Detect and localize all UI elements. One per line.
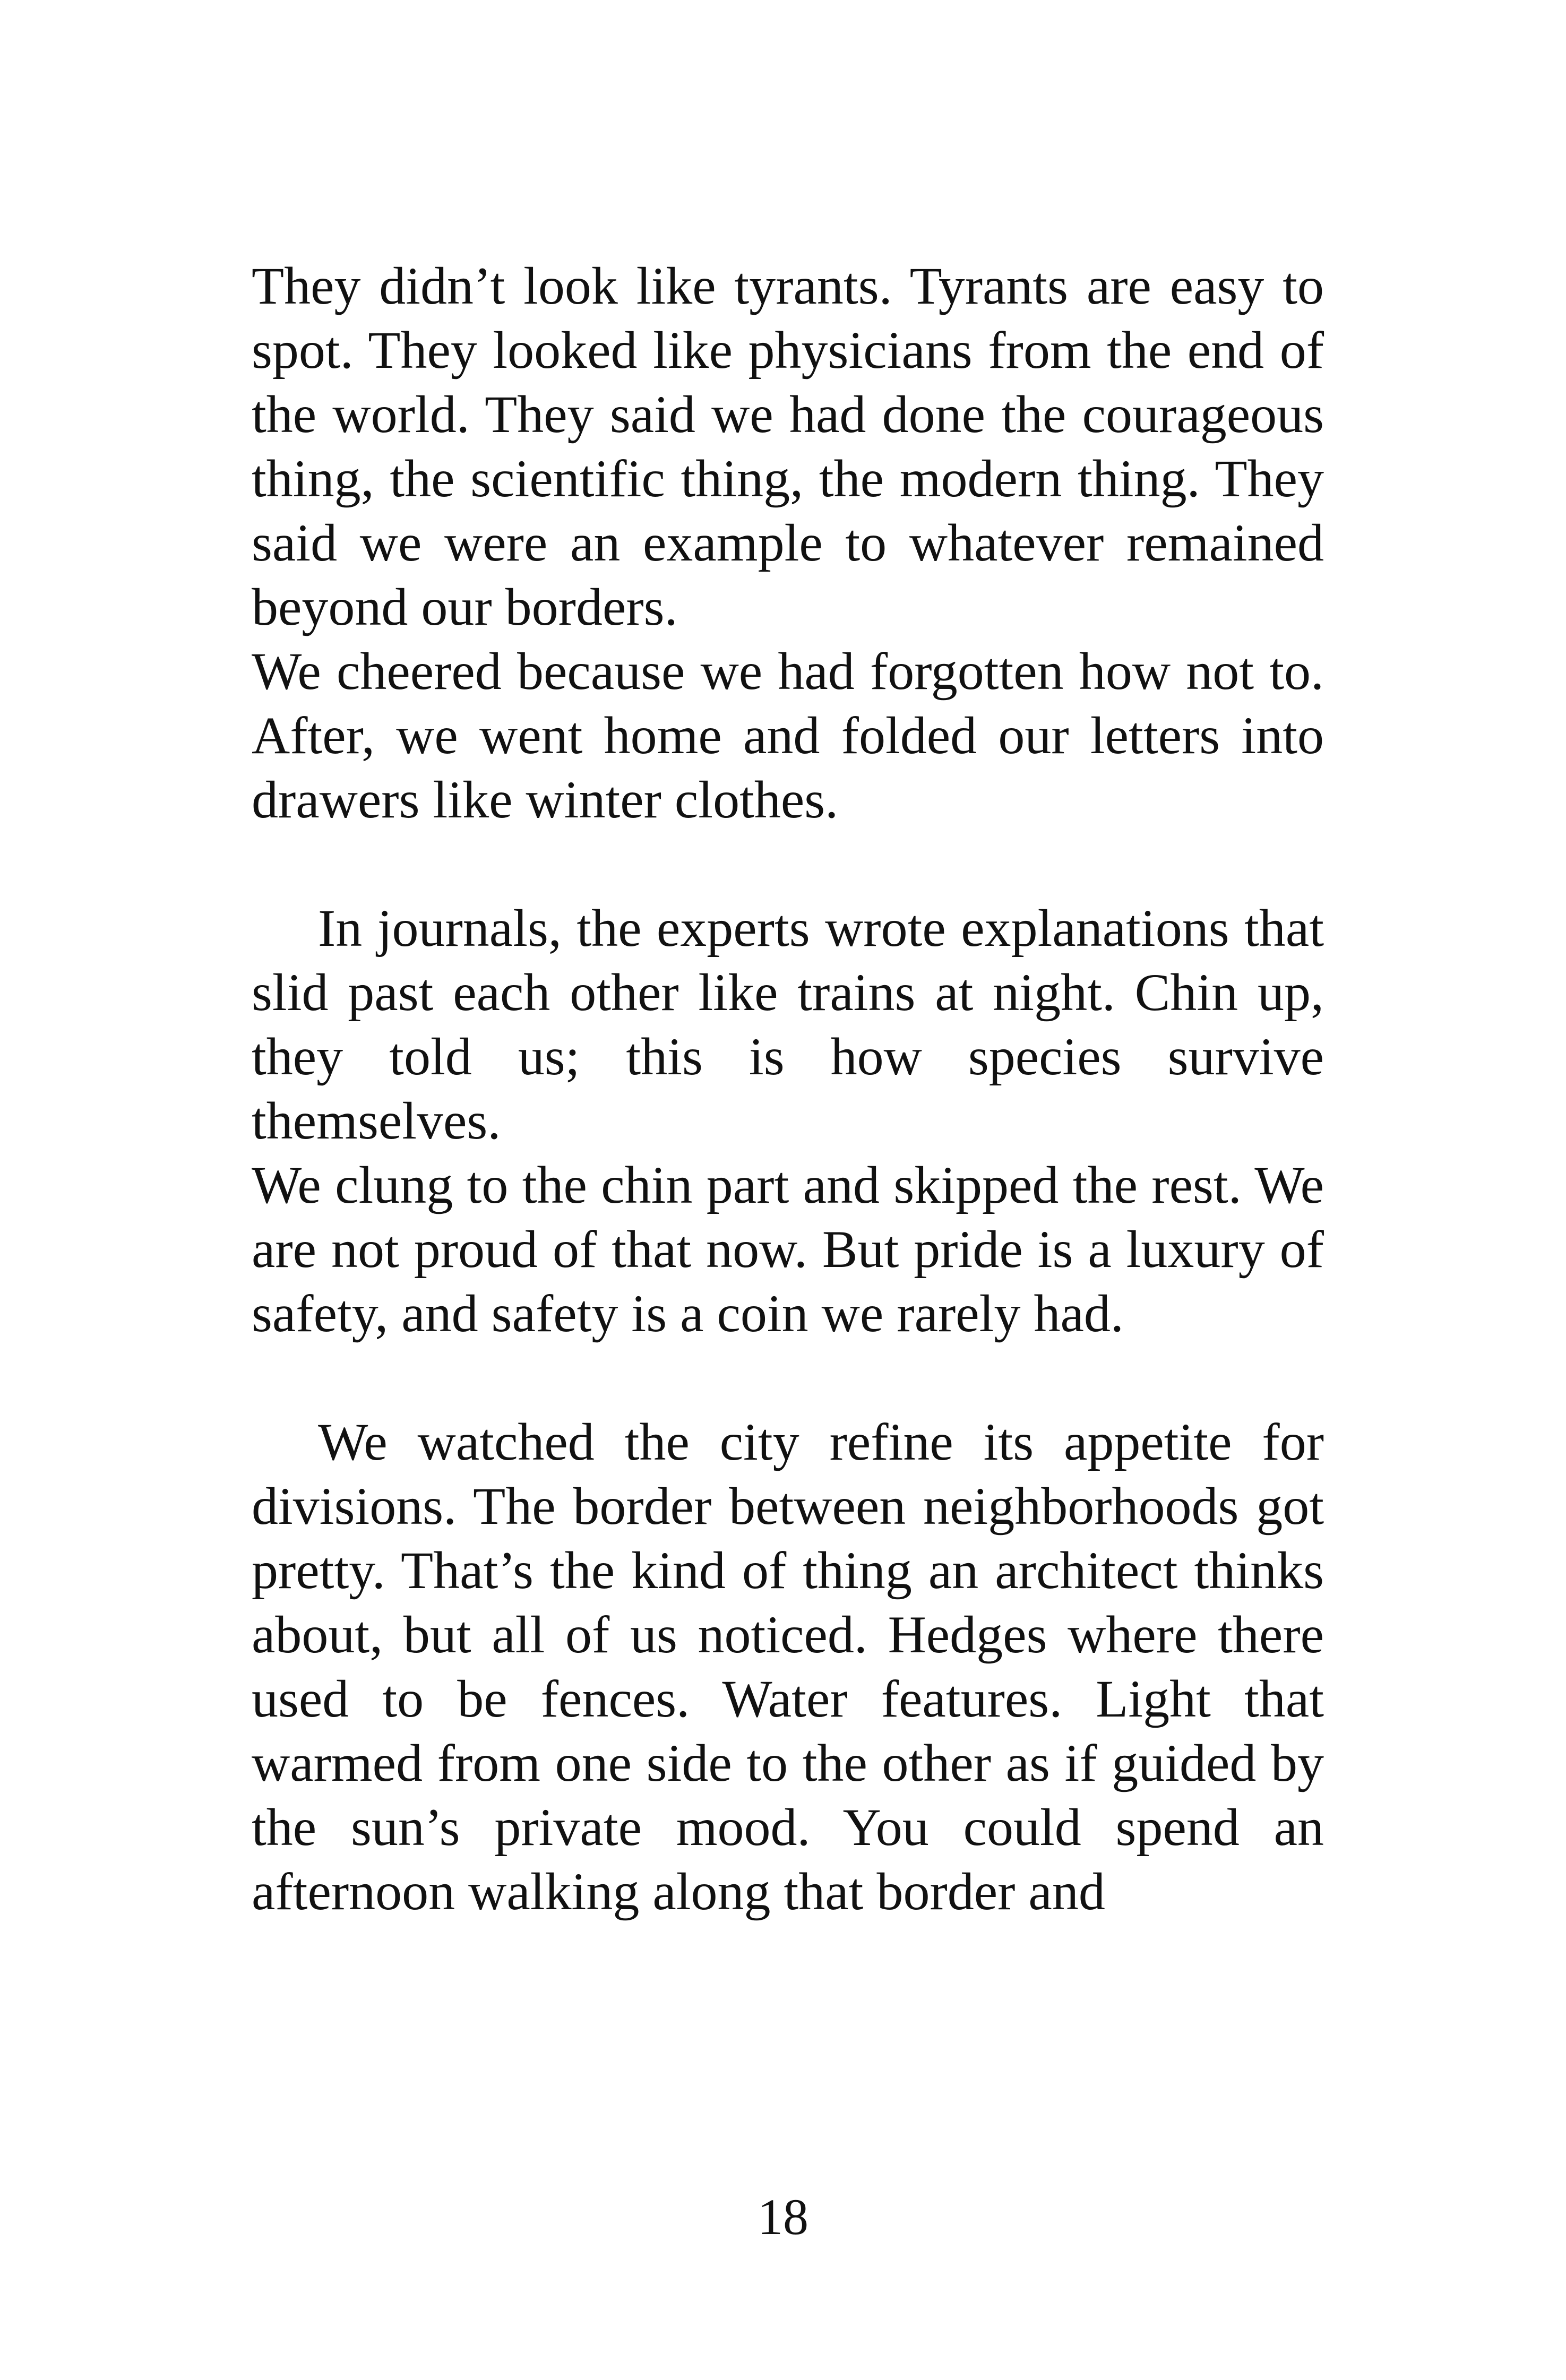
paragraph-spacer [252,1346,1324,1410]
paragraph-tyrants: They didn’t look like tyrants. Tyrants are easy to spot. They looked like physicians from the end of the world. They said we had done the courageous thing, the scientific thing, the modern thing. They said we were an example to whatever remained beyond our borders. [252,256,1324,636]
paragraph-chin: We clung to the chin part and skipped the rest. We are not proud of that now. But pride is a luxury of safety, and safety is a coin we rarely had. [252,1155,1324,1343]
paragraph-cheered: We cheered because we had forgotten how not to. After, we went home and folded our letters into drawers like winter clothes. [252,642,1324,829]
paragraph-city-divisions: We watched the city refine its appetite for divisions. The border between neighborhoods got pretty. That’s the kind of thing an architect thinks about, but all of us noticed. Hedges where there used to be fences. Water features. Light that warmed from one side to the other as if guided by the sun’s private mood. You could spend an afternoon walking along that border and [252,1412,1324,1921]
paragraph-journals: In journals, the experts wrote explanations that slid past each other like trains at night. Chin up, they told us; this is how species survive themselves. [252,899,1324,1150]
paragraph-spacer [252,832,1324,896]
body-text [252,254,1324,1924]
page-number: 18 [758,2188,808,2245]
